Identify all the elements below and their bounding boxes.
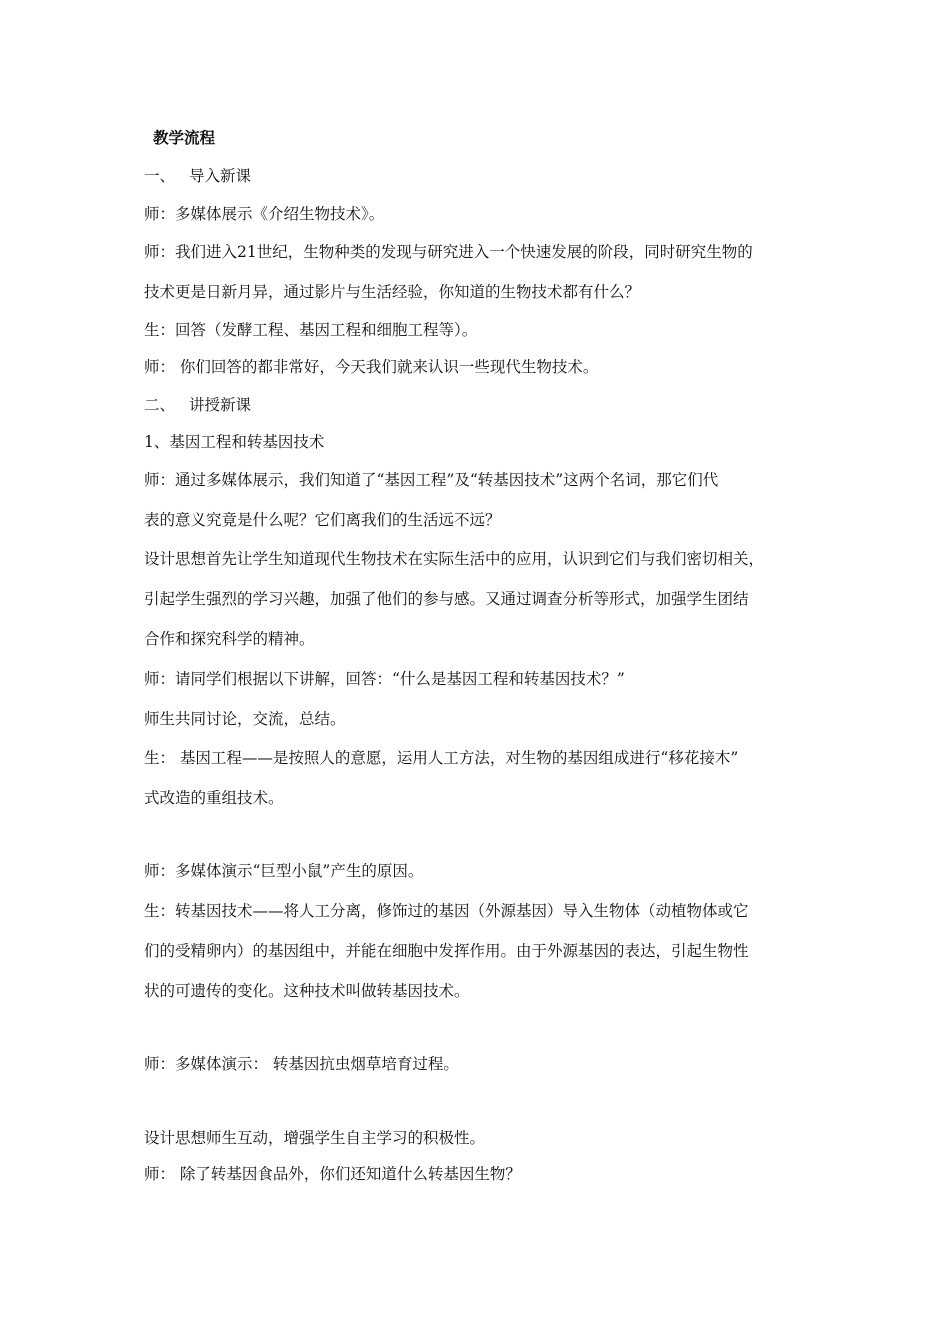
paragraph-line: 师生共同讨论，交流，总结。 xyxy=(144,710,346,728)
paragraph-line: 表的意义究竟是什么呢？它们离我们的生活远不远？ xyxy=(144,511,501,529)
section-label: 讲授新课 xyxy=(189,396,252,414)
paragraph-line: 师：多媒体展示《介绍生物技术》。 xyxy=(144,205,385,223)
paragraph-line: 们的受精卵内）的基因组中，并能在细胞中发挥作用。由于外源基因的表达，引起生物性 xyxy=(144,942,749,960)
section-heading-1 xyxy=(144,166,824,186)
paragraph-line: 生：转基因技术——将人工分离，修饰过的基因（外源基因）导入生物体（动植物体或它 xyxy=(144,902,749,920)
paragraph-line: 师： 除了转基因食品外，你们还知道什么转基因生物？ xyxy=(144,1165,521,1183)
paragraph-line: 技术更是日新月异，通过影片与生活经验，你知道的生物技术都有什么？ xyxy=(144,283,641,301)
paragraph-line: 生： 基因工程——是按照人的意愿，运用人工方法，对生物的基因组成进行“移花接木” xyxy=(144,749,739,767)
section-number: 二、 xyxy=(144,396,176,414)
paragraph-line: 生：回答（发酵工程、基因工程和细胞工程等）。 xyxy=(144,321,478,339)
paragraph-line: 师：我们进入21世纪，生物种类的发现与研究进入一个快速发展的阶段，同时研究生物的 xyxy=(144,243,753,261)
paragraph-line: 师：多媒体演示： 转基因抗虫烟草培育过程。 xyxy=(144,1055,459,1073)
paragraph-line: 合作和探究科学的精神。 xyxy=(144,630,315,648)
paragraph-line: 师：通过多媒体展示，我们知道了“基因工程”及“转基因技术”这两个名词，那它们代 xyxy=(144,471,719,489)
paragraph-line: 师： 你们回答的都非常好，今天我们就来认识一些现代生物技术。 xyxy=(144,358,599,376)
section-heading-2 xyxy=(144,395,824,415)
section-label: 导入新课 xyxy=(189,167,252,185)
paragraph-line: 式改造的重组技术。 xyxy=(144,789,284,807)
paragraph-line: 设计思想师生互动，增强学生自主学习的积极性。 xyxy=(144,1129,486,1147)
subsection-heading: 1、基因工程和转基因技术 xyxy=(144,433,325,451)
paragraph-line: 师：多媒体演示“巨型小鼠”产生的原因。 xyxy=(144,862,424,880)
paragraph-line: 引起学生强烈的学习兴趣，加强了他们的参与感。又通过调查分析等形式，加强学生团结 xyxy=(144,590,749,608)
paragraph-line: 设计思想首先让学生知道现代生物技术在实际生活中的应用，认识到它们与我们密切相关， xyxy=(144,550,765,568)
paragraph-line: 师：请同学们根据以下讲解，回答：“什么是基因工程和转基因技术？” xyxy=(144,670,625,688)
paragraph-line: 状的可遗传的变化。这种技术叫做转基因技术。 xyxy=(144,982,470,1000)
document-title: 教学流程 xyxy=(153,128,216,147)
section-number: 一、 xyxy=(144,167,176,185)
